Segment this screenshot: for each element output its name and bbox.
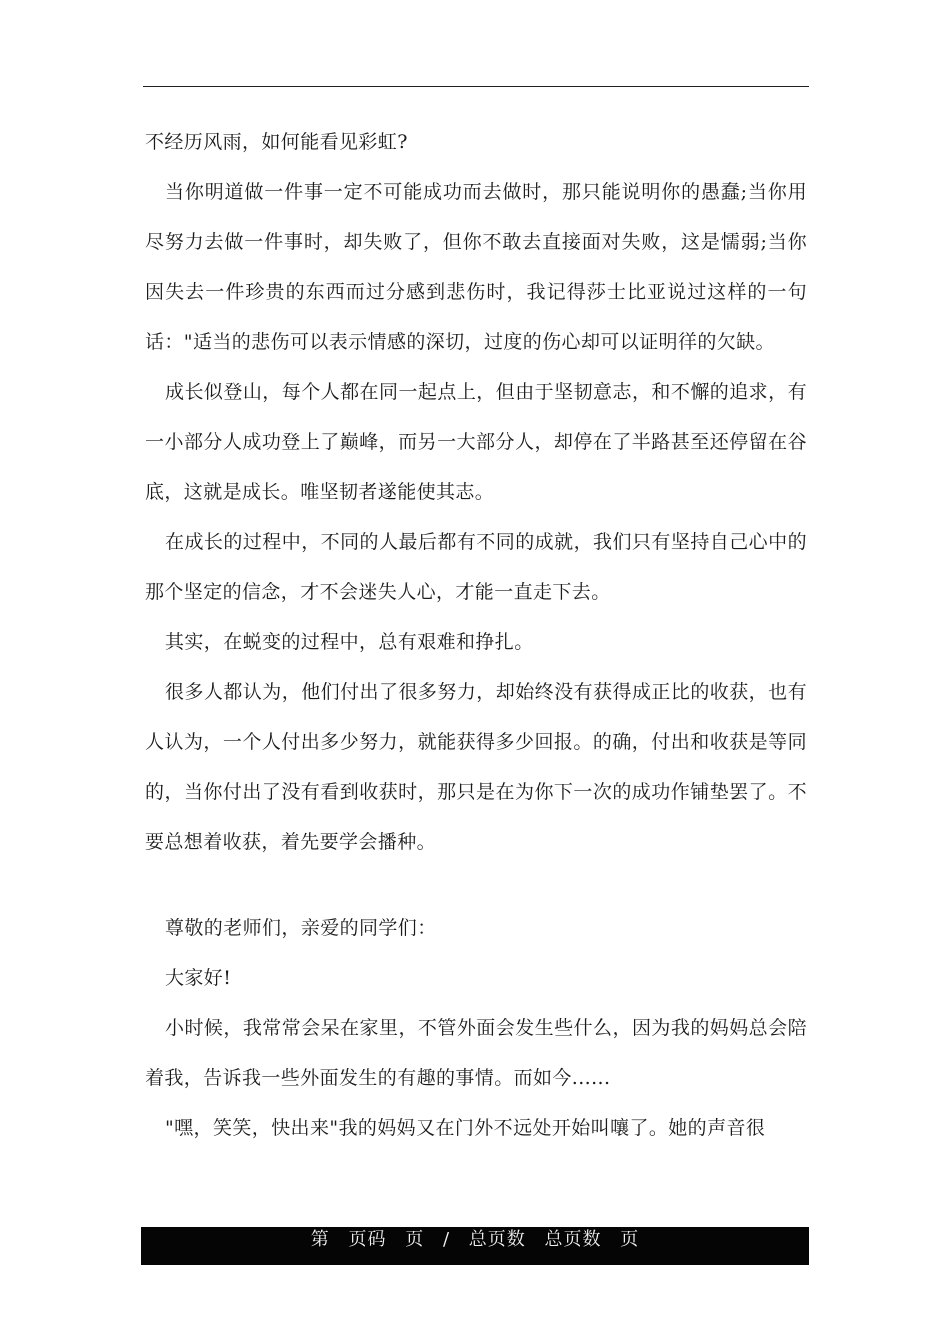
footer-total-pages: 总页数 [468, 1229, 526, 1250]
paragraph: 其实，在蜕变的过程中，总有艰难和挣扎。 [165, 631, 534, 653]
footer-separator: / [442, 1229, 451, 1250]
document-body [145, 117, 807, 1153]
page-footer [141, 1227, 809, 1265]
footer-page-number: 页码 [348, 1229, 387, 1250]
footer-text: 第 [310, 1229, 330, 1250]
paragraph: 当你明道做一件事一定不可能成功而去做时，那只能说明你的愚蠢;当你用尽努力去做一件事时，却失败了，但你不敢去直接面对失败，这是懦弱;当你因失去一件珍贵的东西而过分感到悲伤时，我记得莎士比亚说过这样的一句话："适当的悲伤可以表示情感的深切，过度的伤心却可以证明徉的欠缺。 [145, 181, 807, 353]
header-rule [143, 86, 809, 87]
section-essay [145, 117, 807, 867]
paragraph: 不经历风雨，如何能看见彩虹? [145, 131, 408, 153]
paragraph: 很多人都认为，他们付出了很多努力，却始终没有获得成正比的收获，也有人认为，一个人付出多少努力，就能获得多少回报。的确，付出和收获是等同的，当你付出了没有看到收获时，那只是在为你下一次的成功作铺垫罢了。不要总想着收获，着先要学会播种。 [145, 681, 807, 853]
paragraph: 在成长的过程中，不同的人最后都有不同的成就，我们只有坚持自己心中的那个坚定的信念，才不会迷失人心，才能一直走下去。 [145, 531, 807, 603]
salutation: 尊敬的老师们，亲爱的同学们： [165, 917, 437, 939]
greeting: 大家好! [165, 967, 232, 989]
footer-total-pages: 总页数 [544, 1229, 602, 1250]
paragraph: 小时候，我常常会呆在家里，不管外面会发生些什么，因为我的妈妈总会陪着我，告诉我一些外面发生的有趣的事情。而如今...... [145, 1017, 807, 1089]
footer-text: 页 [405, 1229, 425, 1250]
section-gap [145, 867, 807, 903]
section-speech [145, 903, 807, 1153]
footer-text: 页 [620, 1229, 640, 1250]
paragraph: 成长似登山，每个人都在同一起点上，但由于坚韧意志，和不懈的追求，有一小部分人成功登上了巅峰，而另一大部分人，却停在了半路甚至还停留在谷底，这就是成长。唯坚韧者遂能使其志。 [145, 381, 807, 503]
paragraph: "嘿，笑笑，快出来"我的妈妈又在门外不远处开始叫嚷了。她的声音很 [165, 1117, 766, 1139]
